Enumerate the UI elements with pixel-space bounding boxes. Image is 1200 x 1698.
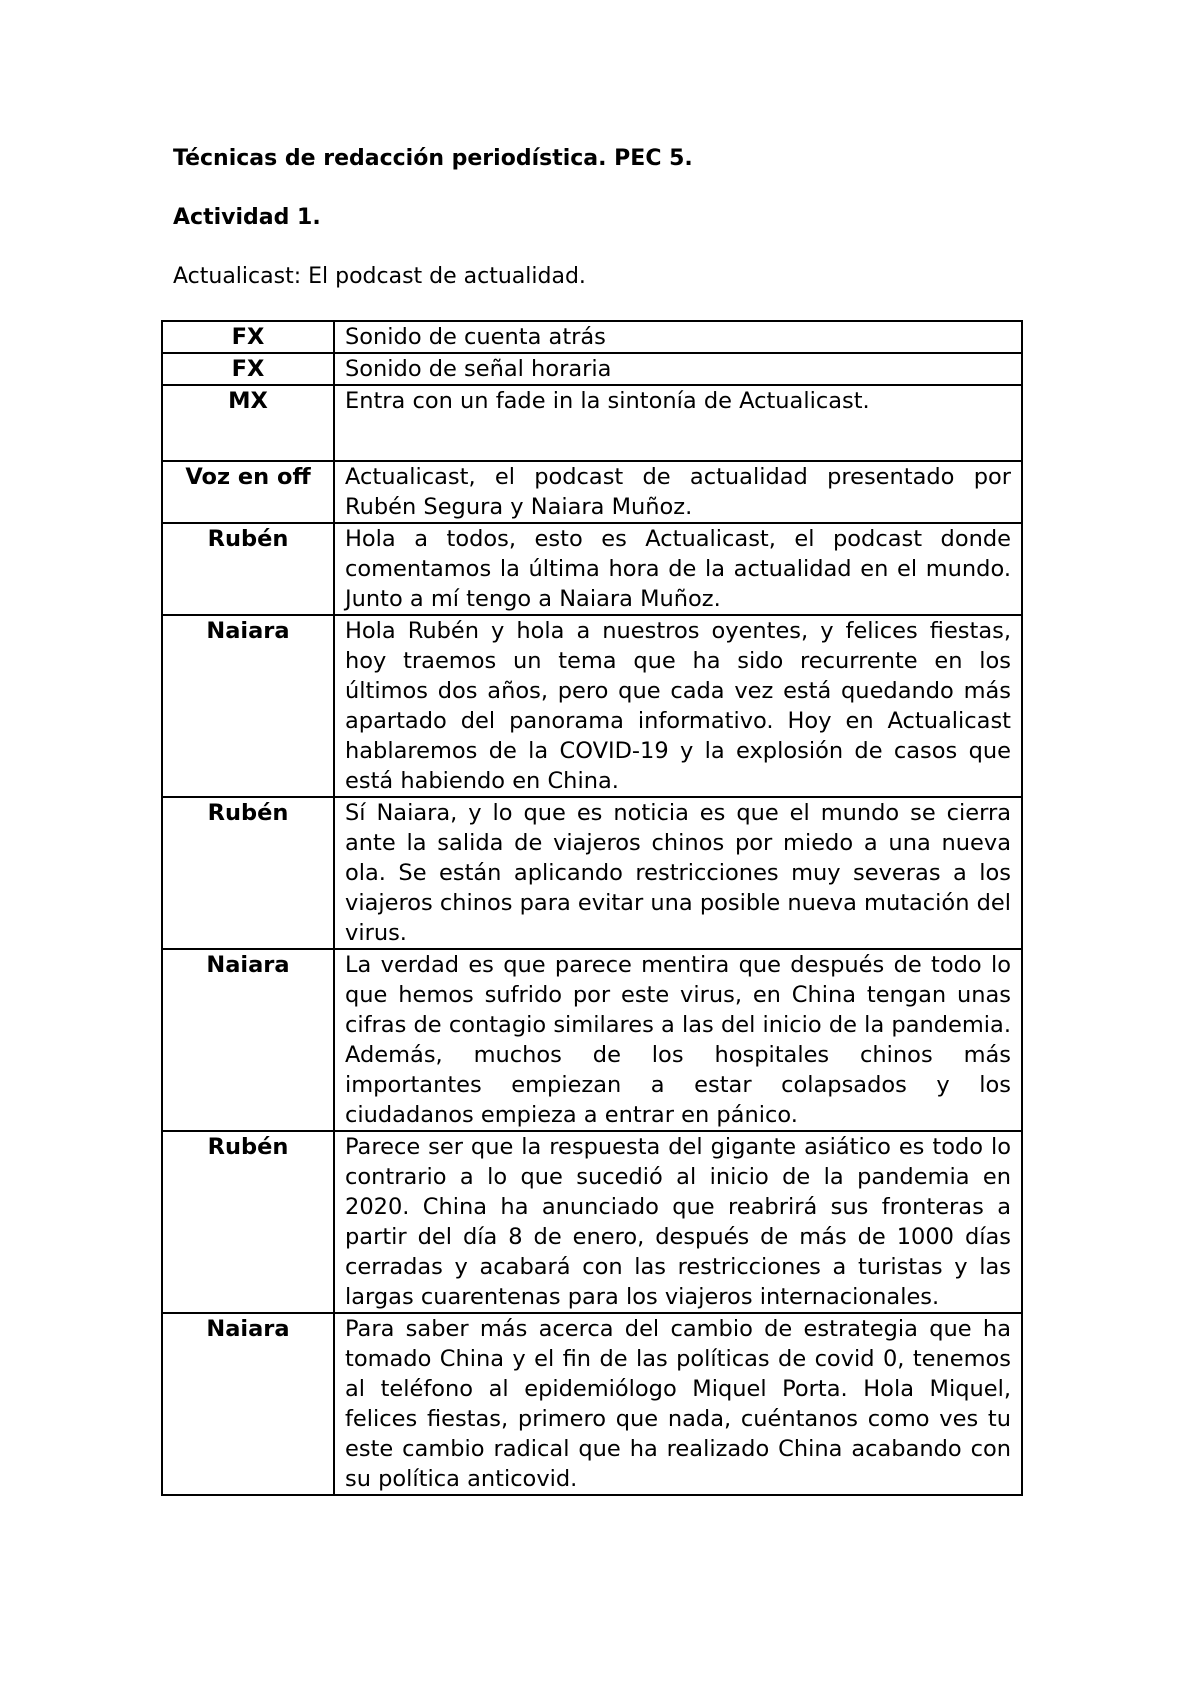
speaker-cell: Rubén (162, 797, 334, 949)
dialogue-cell: Para saber más acerca del cambio de estrategia que ha tomado China y el fin de las políticas de covid 0, tenemos al teléfono al epidemiólogo Miquel Porta. Hola Miquel, felices fiestas, primero que nada, cuéntanos como ves tu este cambio radical que ha realizado China acabando con su política anticovid. (334, 1313, 1022, 1495)
table-row (162, 321, 1022, 353)
dialogue-cell: Entra con un fade in la sintonía de Actualicast. (334, 385, 1022, 461)
dialogue-cell: Actualicast, el podcast de actualidad presentado por Rubén Segura y Naiara Muñoz. (334, 461, 1022, 523)
speaker-cell: Naiara (162, 615, 334, 797)
table-row (162, 353, 1022, 385)
table-row (162, 615, 1022, 797)
dialogue-cell: Sonido de señal horaria (334, 353, 1022, 385)
table-row (162, 523, 1022, 615)
dialogue-cell: Hola Rubén y hola a nuestros oyentes, y felices fiestas, hoy traemos un tema que ha sido recurrente en los últimos dos años, pero que cada vez está quedando más apartado del panorama informativo. Hoy en Actualicast hablaremos de la COVID-19 y la explosión de casos que está habiendo en China. (334, 615, 1022, 797)
table-row (162, 461, 1022, 523)
speaker-cell: Naiara (162, 1313, 334, 1495)
speaker-cell: MX (162, 385, 334, 461)
dialogue-cell: Sonido de cuenta atrás (334, 321, 1022, 353)
table-row (162, 949, 1022, 1131)
table-row (162, 1131, 1022, 1313)
script-table (161, 320, 1023, 1496)
speaker-cell: FX (162, 321, 334, 353)
podcast-subtitle: Actualicast: El podcast de actualidad. (173, 264, 586, 289)
table-row (162, 385, 1022, 461)
dialogue-cell: Sí Naiara, y lo que es noticia es que el mundo se cierra ante la salida de viajeros chinos por miedo a una nueva ola. Se están aplicando restricciones muy severas a los viajeros chinos para evitar una posible nueva mutación del virus. (334, 797, 1022, 949)
document-title: Técnicas de redacción periodística. PEC 5. (173, 146, 693, 171)
activity-heading: Actividad 1. (173, 205, 321, 230)
dialogue-cell: Parece ser que la respuesta del gigante asiático es todo lo contrario a lo que sucedió al inicio de la pandemia en 2020. China ha anunciado que reabrirá sus fronteras a partir del día 8 de enero, después de más de 1000 días cerradas y acabará con las restricciones a turistas y las largas cuarentenas para los viajeros internacionales. (334, 1131, 1022, 1313)
dialogue-cell: La verdad es que parece mentira que después de todo lo que hemos sufrido por este virus, en China tengan unas cifras de contagio similares a las del inicio de la pandemia. Además, muchos de los hospitales chinos más importantes empiezan a estar colapsados y los ciudadanos empieza a entrar en pánico. (334, 949, 1022, 1131)
dialogue-cell: Hola a todos, esto es Actualicast, el podcast donde comentamos la última hora de la actualidad en el mundo. Junto a mí tengo a Naiara Muñoz. (334, 523, 1022, 615)
table-row (162, 1313, 1022, 1495)
speaker-cell: Naiara (162, 949, 334, 1131)
speaker-cell: FX (162, 353, 334, 385)
table-row (162, 797, 1022, 949)
speaker-cell: Rubén (162, 1131, 334, 1313)
speaker-cell: Voz en off (162, 461, 334, 523)
speaker-cell: Rubén (162, 523, 334, 615)
